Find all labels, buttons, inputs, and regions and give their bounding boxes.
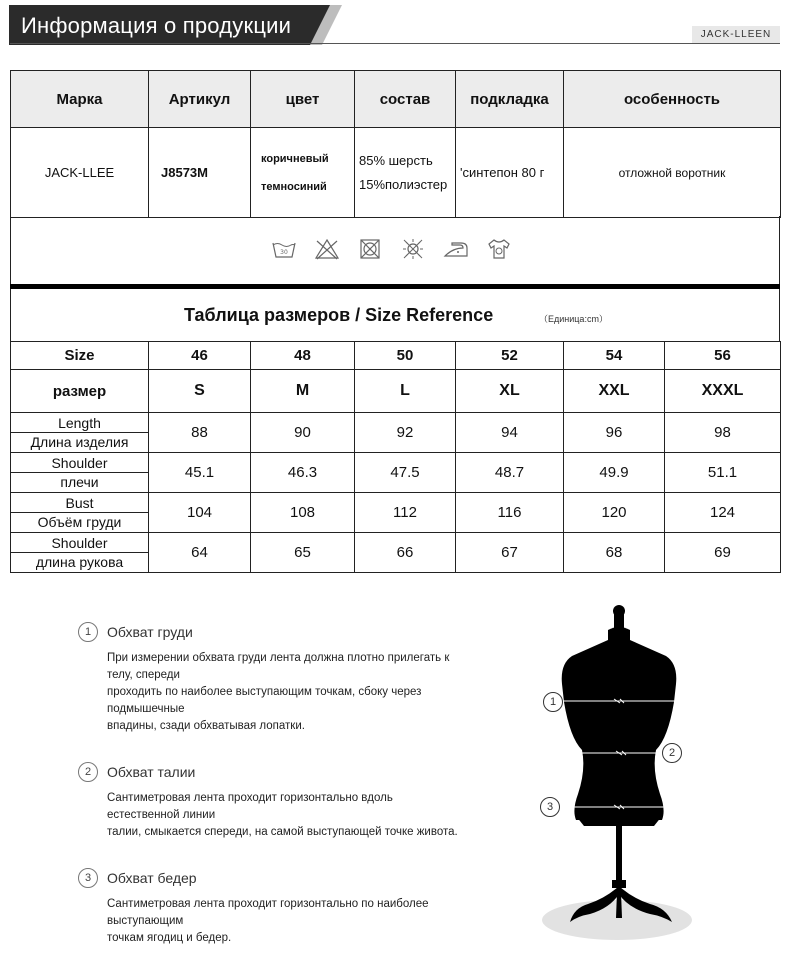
product-info-table: [10, 70, 781, 218]
table-cell: 98: [665, 413, 781, 453]
care-instructions: [10, 216, 780, 284]
brand-tag: JACK-LLEEN: [692, 26, 780, 43]
table-cell: XL: [456, 370, 564, 413]
table-cell: 90: [251, 413, 355, 453]
table-cell: 64: [149, 533, 251, 573]
iron-icon: [443, 238, 469, 260]
header-divider: [10, 43, 780, 44]
size-row-label: Size: [11, 342, 149, 370]
step-number-badge: 3: [78, 868, 98, 888]
table-cell: 50: [355, 342, 456, 370]
guide-text: [107, 896, 498, 947]
measure-label-ru: длина рукова: [35, 554, 124, 570]
color-navy: темносиний: [261, 180, 327, 193]
table-cell: 49.9: [564, 453, 665, 493]
table-cell: 96: [564, 413, 665, 453]
marker-hips: 3: [540, 797, 560, 817]
measure-label-ru: Объём груди: [37, 514, 122, 530]
table-row: [11, 413, 781, 453]
measure-label-ru: Длина изделия: [30, 434, 129, 450]
guide-title: Обхват бедер: [107, 870, 197, 886]
guide-title: Обхват груди: [107, 624, 193, 640]
feature-value: отложной воротник: [564, 128, 781, 218]
measure-label-ru: плечи: [60, 474, 99, 490]
composition-wool: 85% шерсть: [359, 152, 433, 168]
table-cell: XXXL: [665, 370, 781, 413]
measure-label: [11, 453, 149, 493]
dry-clean-shirt-icon: [486, 238, 512, 260]
guide-line: талии, смыкается спереди, на самой выступающей точке живота.: [107, 826, 458, 838]
letter-row-label: размер: [11, 370, 149, 413]
info-header-row: [11, 71, 781, 128]
header-article: Артикул: [149, 71, 251, 128]
table-cell: M: [251, 370, 355, 413]
guide-line: При измерении обхвата груди лента должна плотно прилегать к: [107, 652, 450, 664]
measure-label-en: Length: [11, 413, 148, 433]
table-cell: 88: [149, 413, 251, 453]
info-value-row: [11, 128, 781, 218]
table-cell: 66: [355, 533, 456, 573]
guide-line: точкам ягодиц и бедер.: [107, 932, 232, 944]
guide-text: [107, 790, 498, 841]
composition-polyester: 15%полиэстер: [359, 176, 448, 192]
table-cell: 69: [665, 533, 781, 573]
size-letter-row: [11, 370, 781, 413]
measure-label: [11, 493, 149, 533]
table-cell: S: [149, 370, 251, 413]
size-title-box: [10, 289, 780, 342]
table-cell: 108: [251, 493, 355, 533]
size-number-row: [11, 342, 781, 370]
table-cell: 67: [456, 533, 564, 573]
lining-value: 'синтепон 80 г: [456, 128, 564, 218]
header-lining: подкладка: [456, 71, 564, 128]
size-unit-note: （Единица:cm）: [539, 314, 608, 324]
svg-text:30: 30: [280, 249, 288, 256]
no-tumble-dry-icon: [357, 238, 383, 260]
table-cell: 112: [355, 493, 456, 533]
wash-30-icon: [271, 238, 297, 260]
guide-line: Сантиметровая лента проходит горизонтально по наиболее: [107, 898, 429, 910]
marker-waist: 2: [662, 743, 682, 763]
table-row: [11, 533, 781, 573]
table-cell: 68: [564, 533, 665, 573]
mannequin-icon: [530, 598, 720, 950]
color-cell: [251, 128, 355, 218]
table-cell: 51.1: [665, 453, 781, 493]
guide-line: подмышечные: [107, 703, 185, 715]
header-brand: Марка: [11, 71, 149, 128]
table-cell: 46.3: [251, 453, 355, 493]
header-color: цвет: [251, 71, 355, 128]
table-cell: 47.5: [355, 453, 456, 493]
guide-line: телу, спереди: [107, 669, 180, 681]
table-cell: 48: [251, 342, 355, 370]
measure-label-en: Bust: [11, 493, 148, 513]
guide-title: Обхват талии: [107, 764, 196, 780]
color-brown: коричневый: [261, 152, 329, 165]
marker-bust: 1: [543, 692, 563, 712]
no-sun-dry-icon: [400, 238, 426, 260]
measure-label: [11, 413, 149, 453]
table-cell: 45.1: [149, 453, 251, 493]
table-cell: 54: [564, 342, 665, 370]
step-number-badge: 2: [78, 762, 98, 782]
mannequin-illustration: [530, 598, 720, 950]
table-cell: 116: [456, 493, 564, 533]
guide-line: выступающим: [107, 915, 184, 927]
measure-label: [11, 533, 149, 573]
page-title: Информация о продукции: [21, 13, 292, 38]
header-feature: особенность: [564, 71, 781, 128]
table-cell: 94: [456, 413, 564, 453]
table-cell: 65: [251, 533, 355, 573]
step-number-badge: 1: [78, 622, 98, 642]
guide-line: впадины, сзади обхватывая лопатки.: [107, 720, 305, 732]
measure-label-en: Shoulder: [11, 453, 148, 473]
table-cell: XXL: [564, 370, 665, 413]
header-composition: состав: [355, 71, 456, 128]
guide-line: проходить по наиболее выступающим точкам, сбоку через: [107, 686, 422, 698]
table-cell: 56: [665, 342, 781, 370]
table-row: [11, 493, 781, 533]
table-cell: 120: [564, 493, 665, 533]
header-banner: [9, 5, 349, 45]
guide-line: Сантиметровая лента проходит горизонтально вдоль: [107, 792, 393, 804]
guide-waist: [78, 762, 498, 841]
article-value: J8573M: [149, 128, 251, 218]
no-bleach-icon: [314, 238, 340, 260]
guide-hips: [78, 868, 498, 947]
measure-label-en: Shoulder: [11, 533, 148, 553]
table-cell: 124: [665, 493, 781, 533]
table-cell: 92: [355, 413, 456, 453]
table-cell: L: [355, 370, 456, 413]
table-cell: 52: [456, 342, 564, 370]
table-cell: 46: [149, 342, 251, 370]
guide-text: [107, 650, 498, 735]
table-cell: 104: [149, 493, 251, 533]
composition-cell: [355, 128, 456, 218]
guide-bust: [78, 622, 498, 735]
table-row: [11, 453, 781, 493]
size-table: [10, 341, 781, 573]
guide-line: естественной линии: [107, 809, 216, 821]
table-cell: 48.7: [456, 453, 564, 493]
brand-value: JACK-LLEE: [11, 128, 149, 218]
size-table-title: Таблица размеров / Size Reference: [184, 305, 494, 325]
